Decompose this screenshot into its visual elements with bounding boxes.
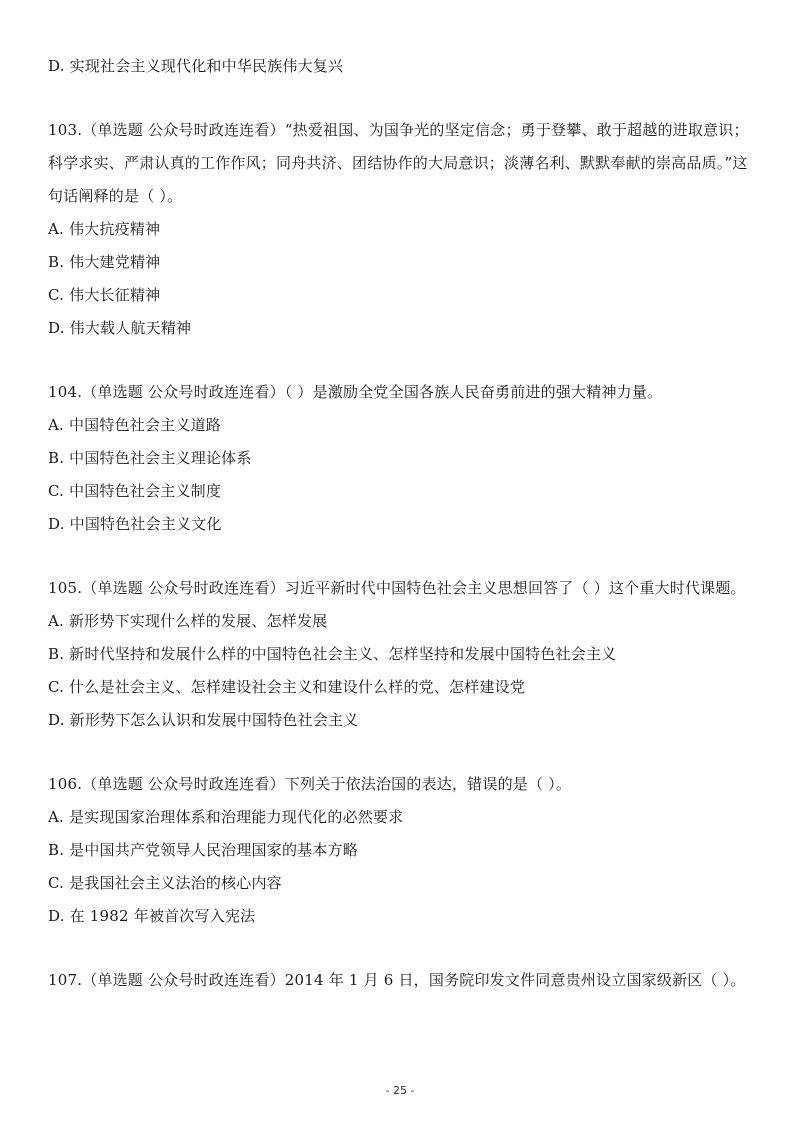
- option-c: C. 是我国社会主义法治的核心内容: [48, 874, 282, 892]
- question-stem: 106.（单选题 公众号时政连连看）下列关于依法治国的表达，错误的是（ ）。: [48, 775, 572, 793]
- option-d: D. 新形势下怎么认识和发展中国特色社会主义: [48, 711, 359, 729]
- option-c: C. 什么是社会主义、怎样建设社会主义和建设什么样的党、怎样建设党: [48, 678, 526, 696]
- question-stem: 104.（单选题 公众号时政连连看）（ ）是激励全党全国各族人民奋勇前进的强大精神力量。: [48, 383, 663, 401]
- option-d: D. 伟大载人航天精神: [48, 319, 192, 337]
- question-stem: 107.（单选题 公众号时政连连看）2014 年 1 月 6 日，国务院印发文件同意贵州设立国家级新区（ ）。: [48, 971, 746, 989]
- page-number: - 25 -: [385, 1084, 415, 1097]
- option-b: B. 新时代坚持和发展什么样的中国特色社会主义、怎样坚持和发展中国特色社会主义: [48, 645, 617, 663]
- option-a: A. 中国特色社会主义道路: [48, 416, 221, 434]
- carryover-option: D. 实现社会主义现代化和中华民族伟大复兴: [48, 57, 344, 75]
- option-a: A. 是实现国家治理体系和治理能力现代化的必然要求: [48, 808, 404, 826]
- option-a: A. 新形势下实现什么样的发展、怎样发展: [48, 612, 328, 630]
- option-d: D. 中国特色社会主义文化: [48, 515, 222, 533]
- option-c: C. 伟大长征精神: [48, 286, 161, 304]
- option-b: B. 伟大建党精神: [48, 253, 161, 271]
- option-b: B. 中国特色社会主义理论体系: [48, 449, 252, 467]
- question-107: [48, 964, 760, 997]
- question-105: [48, 572, 760, 737]
- question-106: [48, 768, 760, 933]
- option-c: C. 中国特色社会主义制度: [48, 482, 222, 500]
- question-stem: 103.（单选题 公众号时政连连看）“热爱祖国、为国争光的坚定信念；勇于登攀、敢于超越的进取意识；科学求实、严肃认真的工作作风；同舟共济、团结协作的大局意识；淡薄名利、默默奉献的崇高品质。”这句话阐释的是（ ）。: [48, 121, 749, 205]
- question-103: [48, 114, 760, 345]
- option-a: A. 伟大抗疫精神: [48, 220, 161, 238]
- option-d: D. 在 1982 年被首次写入宪法: [48, 907, 256, 925]
- question-stem: 105.（单选题 公众号时政连连看）习近平新时代中国特色社会主义思想回答了（ ）这个重大时代课题。: [48, 579, 746, 597]
- question-104: [48, 376, 760, 541]
- document-page: [48, 50, 760, 997]
- option-b: B. 是中国共产党领导人民治理国家的基本方略: [48, 841, 358, 859]
